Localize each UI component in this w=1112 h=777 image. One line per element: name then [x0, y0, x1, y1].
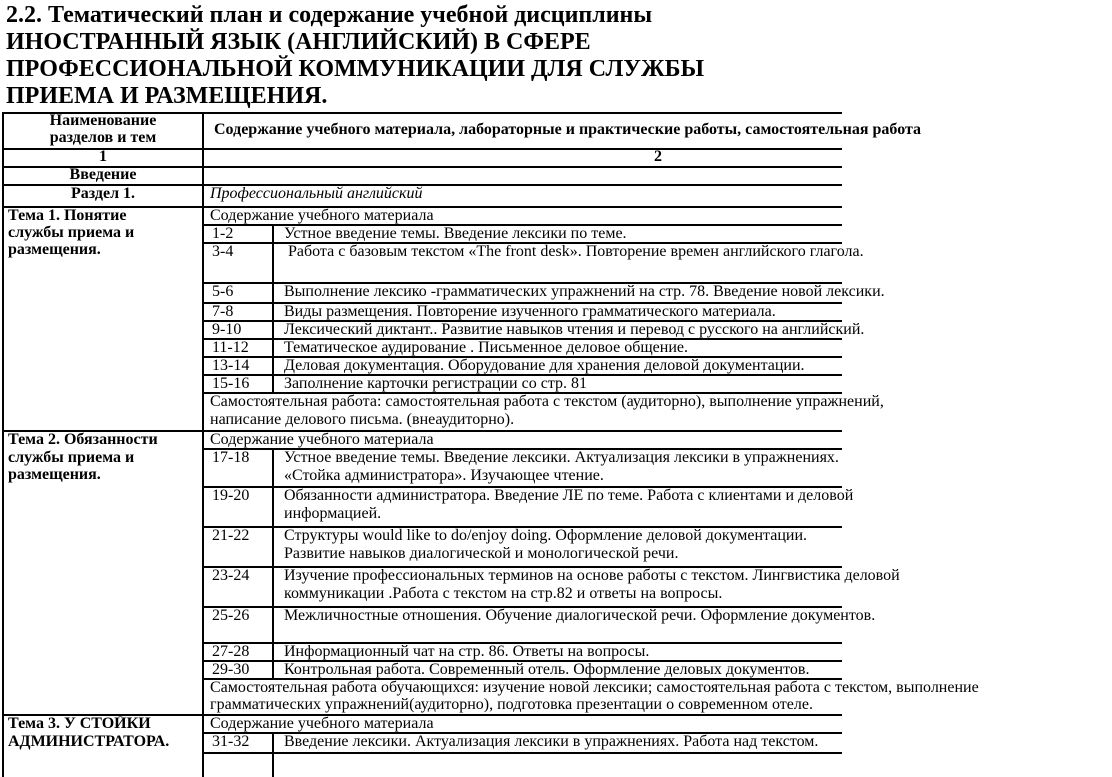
- lesson-text: коммуникации .Работа с текстом на стр.82 и ответы на вопросы.: [284, 585, 723, 602]
- lesson-number: 21-22: [212, 527, 250, 544]
- topic2-content-title: Содержание учебного материала: [210, 431, 434, 448]
- lesson-text: Тематическое аудирование . Письменное деловое общение.: [284, 339, 689, 356]
- header-col2: Содержание учебного материала, лабораторные и практические работы, самостоятельная работа: [214, 121, 922, 138]
- topic2-title-line3: размещения.: [8, 466, 101, 483]
- lesson-number: 3-4: [212, 243, 234, 260]
- heading-line-4: ПРИЕМА И РАЗМЕЩЕНИЯ.: [6, 83, 328, 109]
- lesson-text: Информационный чат на стр. 86. Ответы на вопросы.: [284, 643, 650, 660]
- thematic-plan-table: [2, 112, 979, 777]
- topic2-title-line1: Тема 2. Обязанности: [8, 431, 158, 448]
- lesson-text: Выполнение лексико -грамматических упражнений на стр. 78. Введение новой лексики.: [284, 283, 885, 300]
- lesson-number: 7-8: [212, 303, 234, 320]
- row-divider: [202, 752, 842, 754]
- number-column-divider: [272, 448, 274, 678]
- lesson-number: 5-6: [212, 283, 234, 300]
- column-divider: [202, 112, 204, 777]
- lesson-text: Введение лексики. Актуализация лексики в упражнениях. Работа над текстом.: [284, 733, 819, 750]
- topic2-self-work-line2: грамматических упражнений(аудиторно), подготовка презентации о современном отеле.: [210, 696, 813, 713]
- number-column-divider: [272, 732, 274, 777]
- lesson-number: 13-14: [212, 357, 250, 374]
- topic1-self-work-line1: Самостоятельная работа: самостоятельная работа с текстом (аудиторно), выполнение упражнений,: [210, 393, 884, 410]
- topic1-content-title: Содержание учебного материала: [210, 207, 434, 224]
- topic3-title-line2: АДМИНИСТРАТОРА.: [8, 733, 170, 750]
- lesson-text: Устное введение темы. Введение лексики. Актуализация лексики в упражнениях.: [284, 449, 839, 466]
- lesson-number: 11-12: [212, 339, 249, 356]
- topic1-title-line3: размещения.: [8, 241, 101, 258]
- header-col1-line1: Наименование: [49, 112, 157, 129]
- lesson-number: 31-32: [212, 733, 250, 750]
- header-col1-line2: разделов и тем: [49, 129, 157, 146]
- lesson-number: 23-24: [212, 567, 250, 584]
- number-column-divider: [272, 224, 274, 392]
- section1-label: Раздел 1.: [70, 185, 136, 202]
- header-number-2: 2: [654, 148, 662, 165]
- topic3-title-line1: Тема 3. У СТОЙКИ: [8, 715, 151, 732]
- lesson-number: 19-20: [212, 487, 250, 504]
- lesson-number: 9-10: [212, 321, 242, 338]
- topic1-title-line2: службы приема и: [8, 224, 135, 241]
- lesson-text: Контрольная работа. Современный отель. Оформление деловых документов.: [284, 661, 810, 678]
- heading-line-1: 2.2. Тематический план и содержание учебной дисциплины: [6, 2, 653, 28]
- topic1-title-line1: Тема 1. Понятие: [8, 207, 127, 224]
- lesson-text: Виды размещения. Повторение изученного грамматического материала.: [284, 303, 776, 320]
- lesson-text: Работа с базовым текстом «The front desk». Повторение времен английского глагола.: [284, 243, 864, 260]
- lesson-text: Заполнение карточки регистрации со стр. 81: [284, 375, 587, 392]
- document-heading: [6, 2, 816, 110]
- lesson-number: 25-26: [212, 607, 250, 624]
- lesson-text: Деловая документация. Оборудование для хранения деловой документации.: [284, 357, 805, 374]
- lesson-text: Структуры would like to do/enjoy doing. Оформление деловой документации.: [284, 527, 807, 544]
- lesson-text: Изучение профессиональных терминов на основе работы с текстом. Лингвистика деловой: [284, 567, 900, 584]
- heading-line-3: ПРОФЕССИОНАЛЬНОЙ КОММУНИКАЦИИ ДЛЯ СЛУЖБЫ: [6, 56, 705, 82]
- topic2-self-work-line1: Самостоятельная работа обучающихся: изучение новой лексики; самостоятельная работа с текстом, выполнение: [210, 679, 979, 696]
- lesson-number: 17-18: [212, 449, 250, 466]
- table-border-left: [2, 112, 4, 777]
- lesson-number: 29-30: [212, 661, 250, 678]
- lesson-number: 1-2: [212, 225, 234, 242]
- heading-line-2: ИНОСТРАННЫЙ ЯЗЫК (АНГЛИЙСКИЙ) В СФЕРЕ: [6, 29, 591, 55]
- topic2-title-line2: службы приема и: [8, 449, 135, 466]
- lesson-text: информацией.: [284, 505, 382, 522]
- topic3-content-title: Содержание учебного материала: [210, 715, 434, 732]
- lesson-text: Межличностные отношения. Обучение диалогической речи. Оформление документов.: [284, 607, 876, 624]
- lesson-text: Устное введение темы. Введение лексики по теме.: [284, 225, 627, 242]
- intro-label: Введение: [69, 166, 137, 183]
- lesson-text: Лексический диктант.. Развитие навыков чтения и перевод с русского на английский.: [284, 321, 865, 338]
- header-number-1: 1: [99, 148, 107, 165]
- lesson-number: 15-16: [212, 375, 250, 392]
- lesson-text: Развитие навыков диалогической и монологической речи.: [284, 545, 679, 562]
- topic1-self-work-line2: написание делового письма. (внеаудиторно).: [210, 411, 515, 428]
- lesson-text: Обязанности администратора. Введение ЛЕ по теме. Работа с клиентами и деловой: [284, 487, 854, 504]
- section1-name: Профессиональный английский: [210, 185, 423, 202]
- lesson-number: 27-28: [212, 643, 250, 660]
- lesson-text: «Стойка администратора». Изучающее чтение.: [284, 467, 604, 484]
